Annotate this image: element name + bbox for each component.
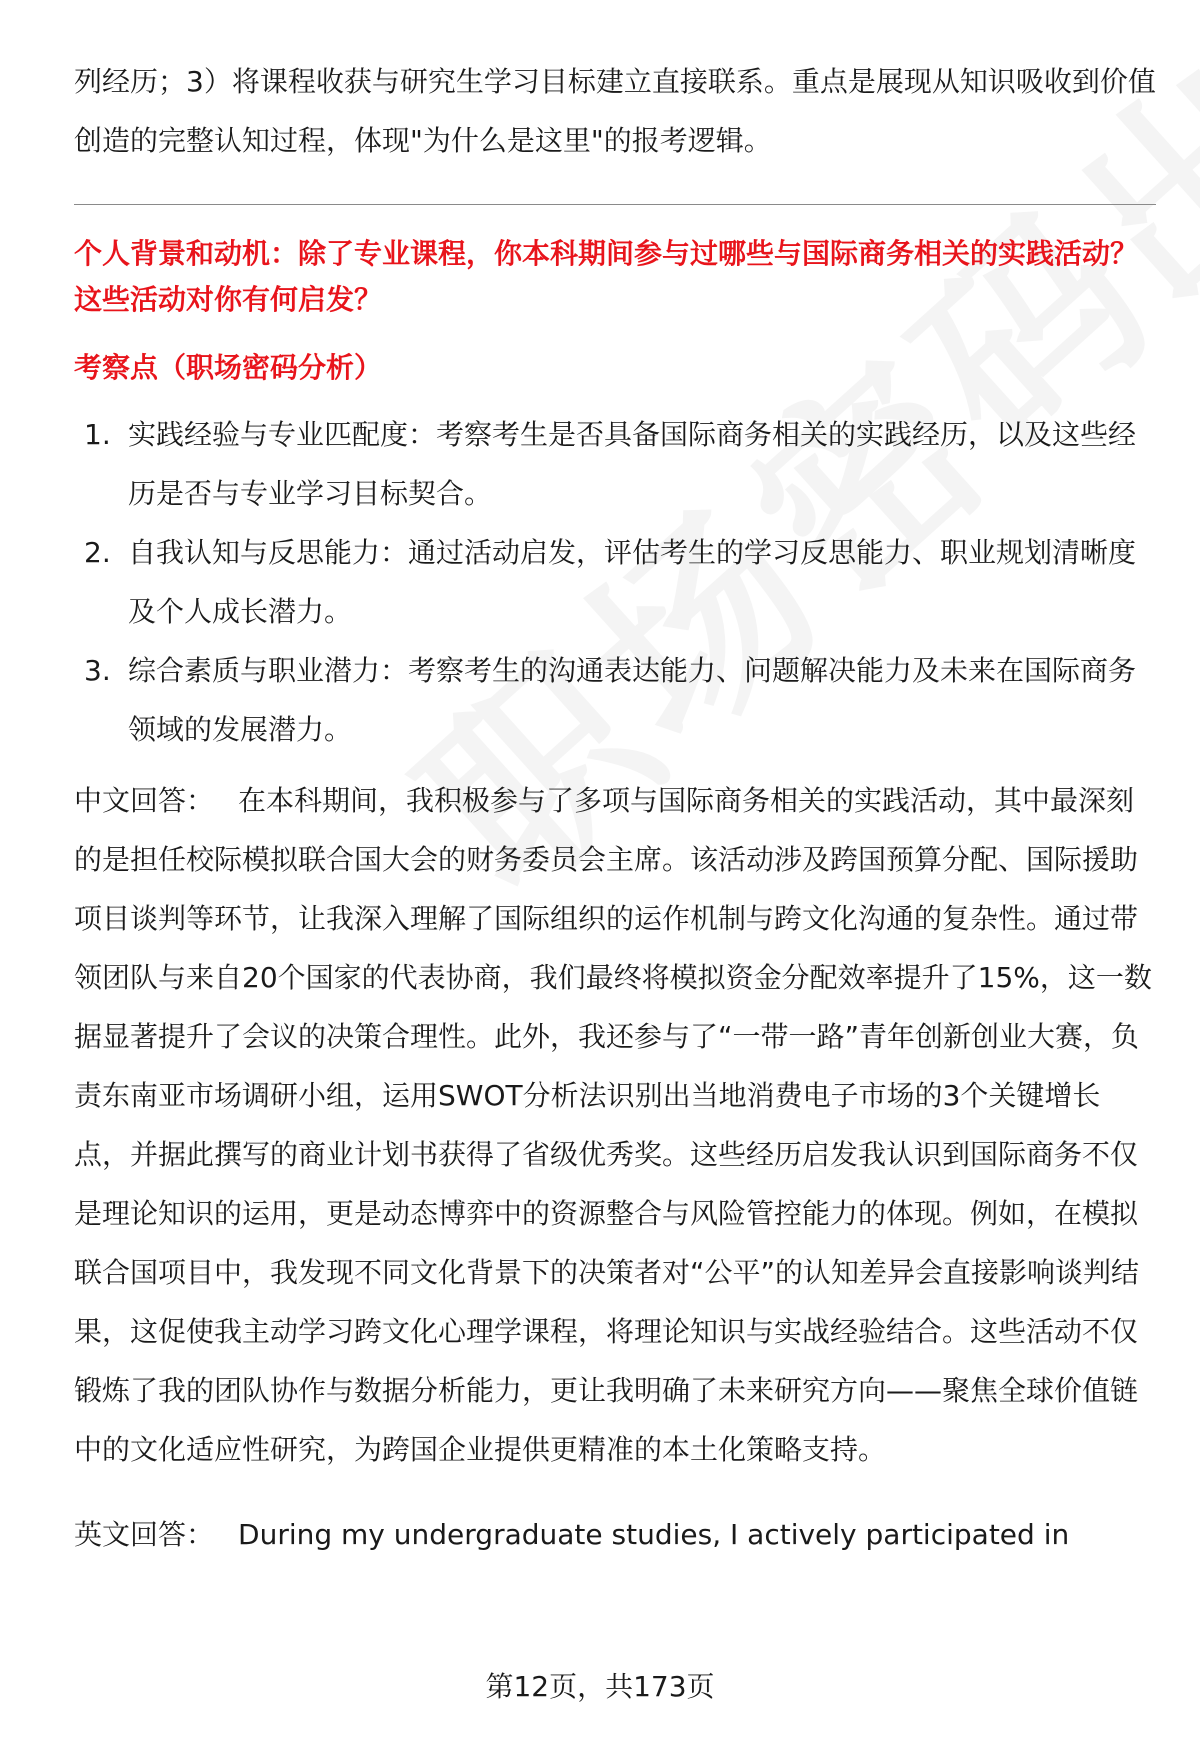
chinese-answer-label: 中文回答： — [74, 784, 215, 817]
english-answer-text: During my undergraduate studies, I actively participated in — [238, 1518, 1070, 1551]
question-heading: 个人背景和动机：除了专业课程，你本科期间参与过哪些与国际商务相关的实践活动？这些活动对你有何启发？ — [74, 237, 1139, 316]
list-item-text: 综合素质与职业潜力：考察考生的沟通表达能力、问题解决能力及未来在国际商务领域的发展潜力。 — [128, 654, 1137, 746]
list-item — [74, 405, 1156, 523]
english-answer-label: 英文回答： — [74, 1518, 215, 1551]
page-content — [74, 52, 1156, 1564]
section-divider — [74, 204, 1156, 205]
page-footer: 第12页，共173页 — [485, 1670, 715, 1703]
chinese-answer — [74, 771, 1156, 1479]
list-item-number: 1. — [84, 418, 111, 451]
assessment-points-list — [74, 405, 1156, 759]
list-item-text: 实践经验与专业匹配度：考察考生是否具备国际商务相关的实践经历，以及这些经历是否与专业学习目标契合。 — [128, 418, 1137, 510]
english-answer — [74, 1505, 1156, 1564]
assessment-points-heading: 考察点（职场密码分析） — [74, 351, 383, 384]
list-item-number: 2. — [84, 536, 111, 569]
list-item-text: 自我认知与反思能力：通过活动启发，评估考生的学习反思能力、职业规划清晰度及个人成长潜力。 — [128, 536, 1137, 628]
list-item — [74, 641, 1156, 759]
list-item — [74, 523, 1156, 641]
chinese-answer-text: 在本科期间，我积极参与了多项与国际商务相关的实践活动，其中最深刻的是担任校际模拟联合国大会的财务委员会主席。该活动涉及跨国预算分配、国际援助项目谈判等环节，让我深入理解了国际组织的运作机制与跨文化沟通的复杂性。通过带领团队与来自20个国家的代表协商，我们最终将模拟资金分配效率提升了15%，这一数据显著提升了会议的决策合理性。此外，我还参与了“一带一路”青年创新创业大赛，负责东南亚市场调研小组，运用SWOT分析法识别出当地消费电子市场的3个关键增长点，并据此撰写的商业计划书获得了省级优秀奖。这些经历启发我认识到国际商务不仅是理论知识的运用，更是动态博弈中的资源整合与风险管控能力的体现。例如，在模拟联合国项目中，我发现不同文化背景下的决策者对“公平”的认知差异会直接影响谈判结果，这促使我主动学习跨文化心理学课程，将理论知识与实战经验结合。这些活动不仅锻炼了我的团队协作与数据分析能力，更让我明确了未来研究方向——聚焦全球价值链中的文化适应性研究，为跨国企业提供更精准的本土化策略支持。 — [74, 784, 1152, 1466]
list-item-number: 3. — [84, 654, 111, 687]
intro-paragraph: 列经历；3）将课程收获与研究生学习目标建立直接联系。重点是展现从知识吸收到价值创造的完整认知过程，体现"为什么是这里"的报考逻辑。 — [74, 65, 1156, 157]
